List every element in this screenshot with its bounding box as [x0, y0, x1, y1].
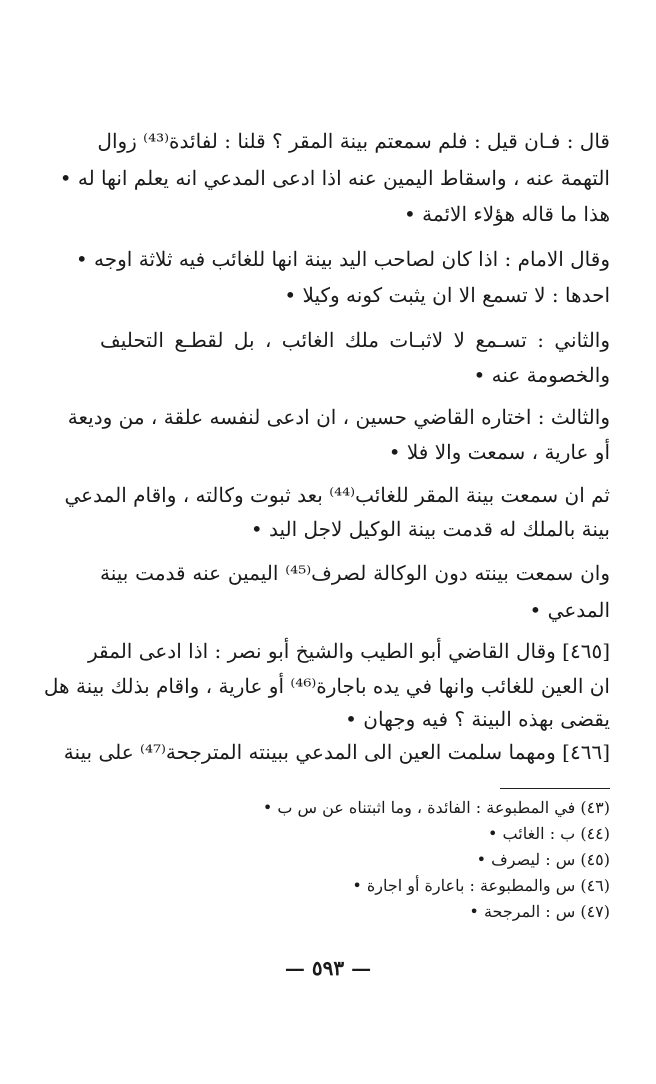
text-line: [٤٦٦] ومهما سلمت العين الى المدعي ببينته المترجحة⁽⁴⁷⁾ على بينة — [63, 740, 610, 764]
text-line: ان العين للغائب وانها في يده باجارة⁽⁴⁶⁾ أو عارية ، واقام بذلك بينة هل — [43, 674, 610, 698]
text-line: وان سمعت بينته دون الوكالة لصرف⁽⁴⁵⁾ اليمين عنه قدمت بينة — [100, 561, 611, 585]
page-number: — ٥٩٣ — — [284, 956, 372, 980]
text-line: والثاني : تسـمع لا لاثبـات ملك الغائب ، بل لقطـع التحليف — [100, 328, 610, 352]
footnote: (٤٧) س : المرجحة • — [469, 902, 610, 921]
text-line: [٤٦٥] وقال القاضي أبو الطيب والشيخ أبو نصر : اذا ادعى المقر — [87, 639, 610, 663]
footnote-separator — [500, 788, 610, 789]
text-line: وقال الامام : اذا كان لصاحب اليد بينة انها للغائب فيه ثلاثة اوجه • — [75, 247, 610, 271]
text-line: احدها : لا تسمع الا ان يثبت كونه وكيلا • — [284, 283, 610, 307]
text-line: يقضى بهذه البينة ؟ فيه وجهان • — [345, 707, 610, 731]
text-line: والثالث : اختاره القاضي حسين ، ان ادعى لنفسه علقة ، من وديعة — [67, 405, 610, 429]
text-line: ثم ان سمعت بينة المقر للغائب⁽⁴⁴⁾ بعد ثبوت وكالته ، واقام المدعي — [64, 483, 610, 507]
footnote: (٤٣) في المطبوعة : الفائدة ، وما اثبتناه عن س ب • — [262, 798, 610, 817]
footnote: (٤٦) س والمطبوعة : باعارة أو اجارة • — [352, 876, 610, 895]
footnote: (٤٤) ب : الغائب • — [488, 824, 610, 843]
text-line: أو عارية ، سمعت والا فلا • — [388, 440, 610, 464]
text-line: قال : فـان قيل : فلم سمعتم بينة المقر ؟ قلنا : لفائدة⁽⁴³⁾ زوال — [97, 129, 610, 153]
text-line: بينة بالملك له قدمت بينة الوكيل لاجل اليد • — [250, 517, 610, 541]
text-line: المدعي • — [529, 598, 610, 622]
footnote: (٤٥) س : ليصرف • — [476, 850, 610, 869]
text-line: هذا ما قاله هؤلاء الائمة • — [404, 202, 610, 226]
text-line: التهمة عنه ، واسقاط اليمين عنه اذا ادعى المدعي انه يعلم انها له • — [59, 166, 610, 190]
text-line: والخصومة عنه • — [473, 363, 610, 387]
